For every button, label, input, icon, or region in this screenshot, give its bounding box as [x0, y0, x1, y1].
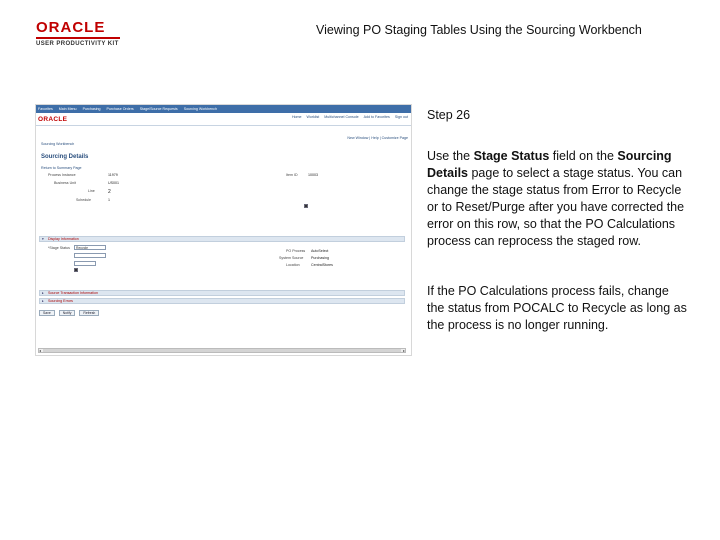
- line-label: Line: [88, 189, 95, 193]
- app-header: [36, 113, 411, 126]
- reset-field-input[interactable]: [74, 261, 96, 266]
- checkbox-option[interactable]: [304, 204, 308, 208]
- oracle-upk-logo: [36, 20, 122, 47]
- header-link-worklist[interactable]: Worklist: [306, 115, 320, 119]
- po-process-value: AutoSelect: [311, 249, 329, 253]
- reset-date-input[interactable]: [74, 253, 106, 258]
- last-process-checkbox[interactable]: [74, 268, 78, 272]
- nav-item-stage-source[interactable]: Stage/Source Requests: [139, 107, 178, 111]
- page-title: Viewing PO Staging Tables Using the Sourcing Workbench: [316, 23, 642, 37]
- breadcrumb[interactable]: Sourcing Workbench: [41, 142, 75, 146]
- section-more-label: Source Transaction Information: [48, 291, 98, 295]
- schedule-value: 1: [108, 198, 110, 202]
- header-link-multichannel[interactable]: Multichannel Console: [324, 115, 359, 119]
- nav-item-favorites[interactable]: Favorites: [38, 107, 53, 111]
- horizontal-scrollbar[interactable]: [38, 348, 406, 353]
- logo-underline: [36, 37, 120, 39]
- para1-text-c: page to select a stage status. You can change the stage status from Error to Recycle or to Reset/Purge after you have corrected the error on this row, so that the PO Calculations process can reprocess the staged row.: [427, 166, 685, 248]
- scroll-left-icon[interactable]: ◂: [39, 348, 42, 353]
- section-errors-label: Sourcing Errors: [48, 299, 73, 303]
- system-source-label: System Source: [279, 256, 304, 260]
- refresh-button[interactable]: Refresh: [79, 310, 99, 316]
- nav-item-sourcing-workbench[interactable]: Sourcing Workbench: [183, 107, 217, 111]
- section-display-label: Display Information: [48, 237, 79, 241]
- notify-button[interactable]: Notify: [59, 310, 76, 316]
- process-instance-value: 11979: [108, 173, 118, 177]
- stage-status-select[interactable]: Recycle: [74, 245, 106, 250]
- collapse-arrow-icon: ▾: [42, 237, 44, 241]
- po-process-label: PO Process: [286, 249, 306, 253]
- expand-arrow-icon: ▸: [42, 299, 44, 303]
- section-display-information[interactable]: [39, 236, 405, 242]
- app-oracle-logo: ORACLE: [38, 116, 68, 123]
- scroll-right-icon[interactable]: ▸: [402, 348, 405, 353]
- expand-arrow-icon: ▸: [42, 291, 44, 295]
- section-sourcing-errors[interactable]: [39, 298, 405, 304]
- scroll-thumb[interactable]: [43, 349, 401, 352]
- para1-text-a: Use the: [427, 149, 474, 163]
- save-button[interactable]: Save: [39, 310, 55, 316]
- logo-brand: ORACLE: [36, 19, 106, 36]
- location-value: CentralStores: [311, 263, 333, 267]
- business-unit-value: US001: [108, 181, 119, 185]
- process-instance-label: Process Instance: [48, 173, 76, 177]
- return-link[interactable]: Return to Summary Page: [41, 166, 82, 170]
- item-id-value: 10003: [308, 173, 318, 177]
- sourcing-details-bold: Sourcing Details: [427, 149, 672, 180]
- app-nav-bar: [36, 105, 411, 113]
- page-links[interactable]: New Window | Help | Customize Page: [347, 136, 408, 140]
- business-unit-label: Business Unit: [54, 181, 76, 185]
- instruction-paragraph-1: [427, 148, 689, 250]
- para1-text-b: field on the: [549, 149, 618, 163]
- nav-item-purchase-orders[interactable]: Purchase Orders: [106, 107, 134, 111]
- system-source-value: Purchasing: [311, 256, 329, 260]
- nav-item-main-menu[interactable]: Main Menu: [58, 107, 77, 111]
- header-link-signout[interactable]: Sign out: [394, 115, 408, 119]
- app-header-links: [292, 115, 408, 119]
- line-value: 2: [108, 189, 111, 195]
- app-screenshot: [35, 104, 412, 356]
- action-buttons: [39, 310, 99, 316]
- stage-status-label: *Stage Status: [48, 246, 70, 250]
- stage-status-bold: Stage Status: [473, 149, 550, 163]
- sourcing-details-heading: Sourcing Details: [41, 154, 89, 160]
- header-link-favorites[interactable]: Add to Favorites: [363, 115, 390, 119]
- item-id-label: Item ID: [286, 173, 298, 177]
- logo-subtitle: USER PRODUCTIVITY KIT: [36, 41, 119, 47]
- location-label: Location: [286, 263, 300, 267]
- nav-item-purchasing[interactable]: Purchasing: [82, 107, 101, 111]
- step-label: Step 26: [427, 108, 471, 122]
- schedule-label: Schedule: [76, 198, 91, 202]
- section-source-transaction[interactable]: [39, 290, 405, 296]
- instruction-paragraph-2: If the PO Calculations process fails, change the status from POCALC to Recycle as long as the process is no longer running.: [427, 284, 687, 332]
- header-link-home[interactable]: Home: [291, 115, 302, 119]
